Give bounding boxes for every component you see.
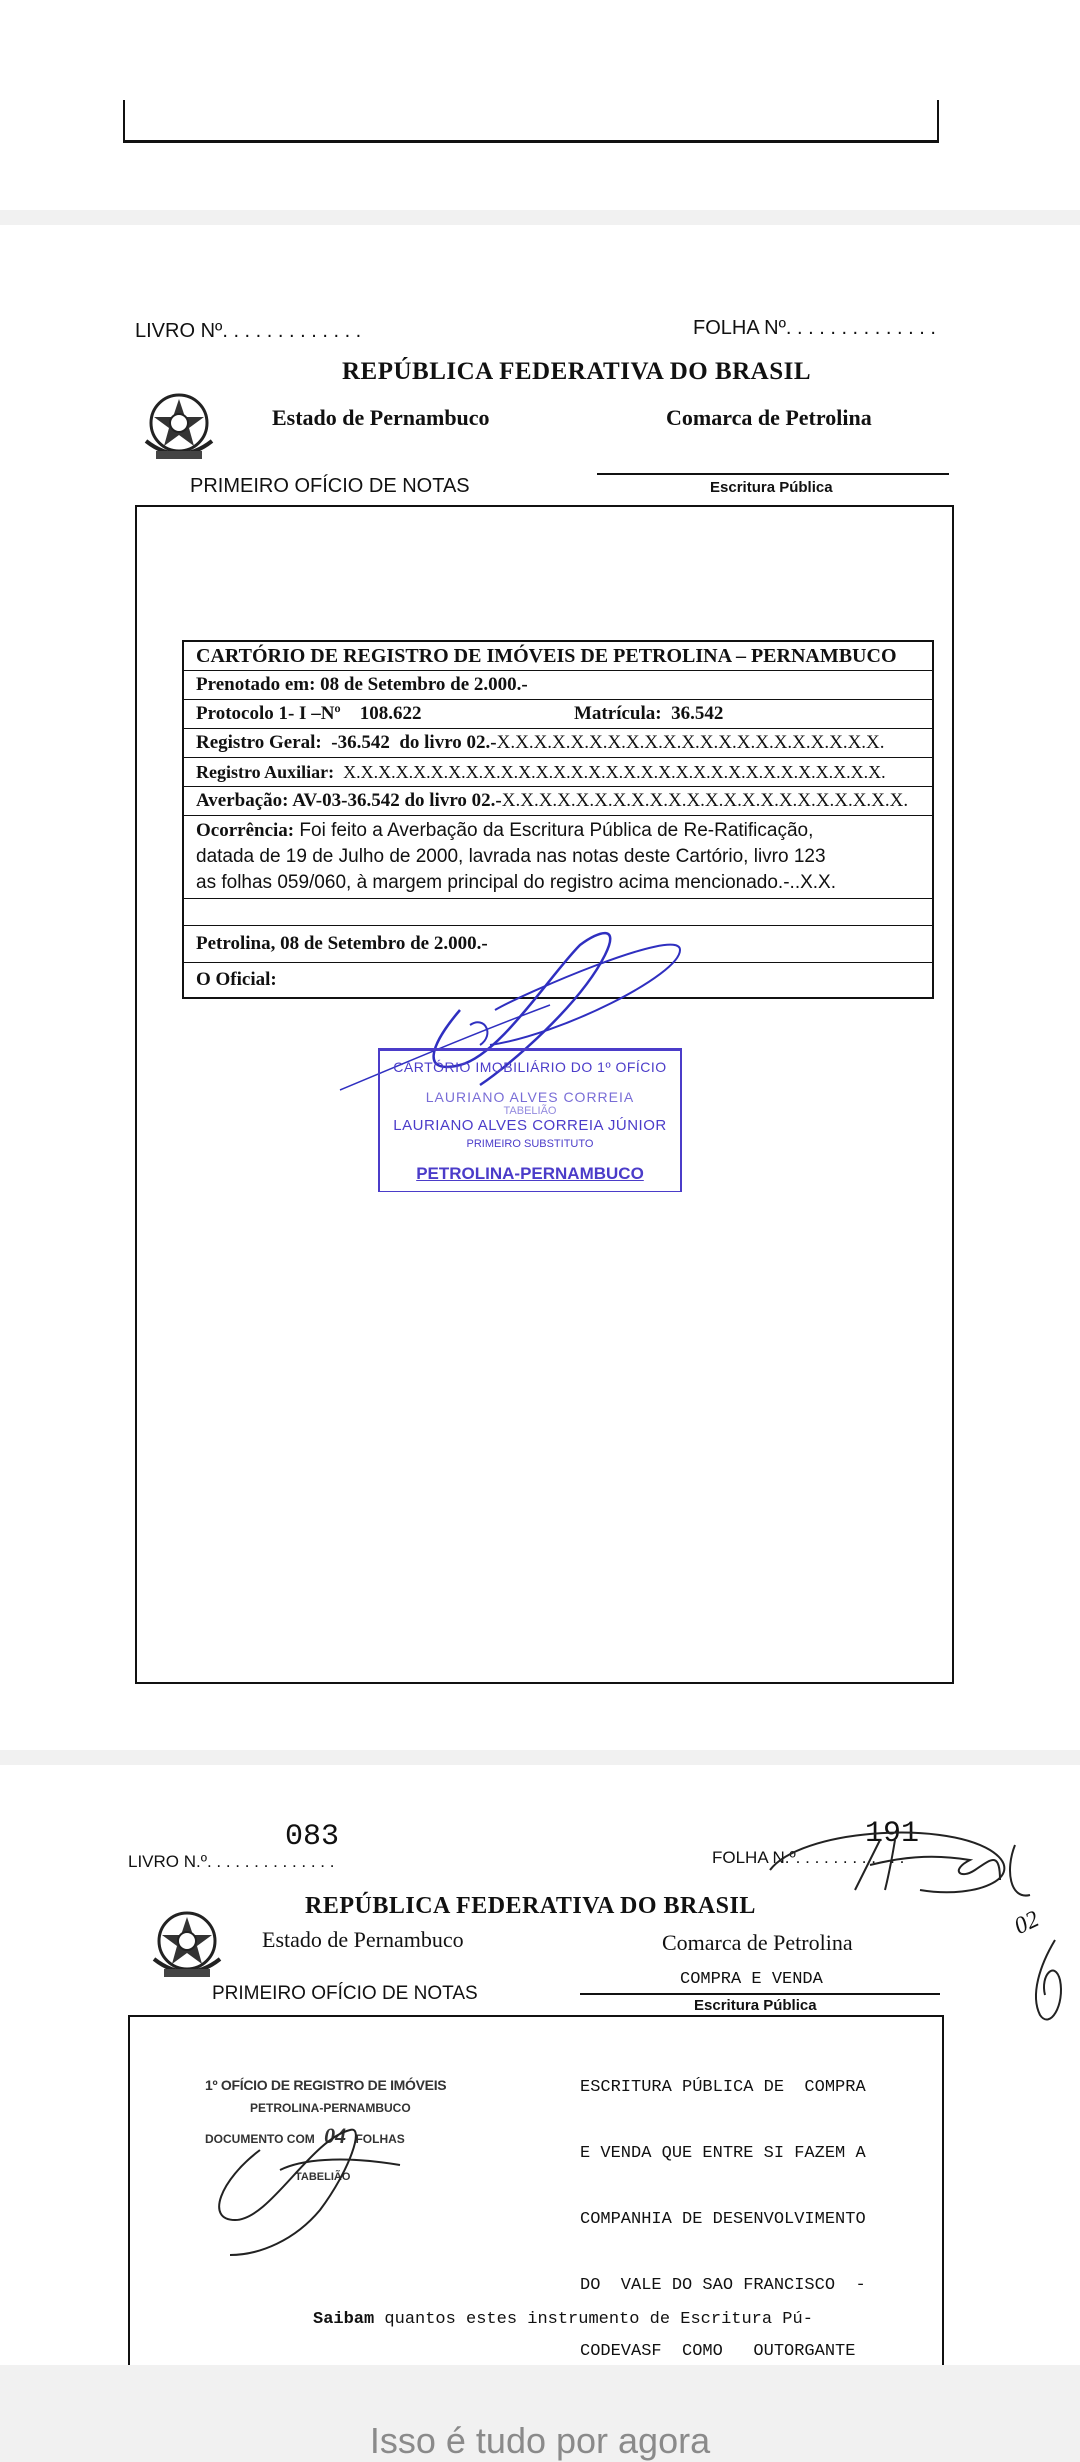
folha-number: 191 [865, 1817, 920, 1851]
escritura-rule [580, 1993, 940, 1995]
estado-label: Estado de Pernambuco [262, 1927, 464, 1952]
averbacao-row: Averbação: AV-03-36.542 do livro 02.-X.X.X.X.X.X.X.X.X.X.X.X.X.X.X.X.X.X.X.X.X.X. [184, 787, 932, 816]
estado-label: Estado de Pernambuco [272, 405, 490, 430]
prenotado-line: Prenotado em: 08 de Setembro de 2.000.- [184, 671, 932, 700]
margin-signature-icon [1020, 1935, 1075, 2045]
oficio-label: PRIMEIRO OFÍCIO DE NOTAS [190, 475, 470, 497]
document-page-3 [0, 1765, 1080, 2365]
oficio-label: PRIMEIRO OFÍCIO DE NOTAS [212, 1983, 478, 2004]
registry-title: CARTÓRIO DE REGISTRO DE IMÓVEIS DE PETROLINA – PERNAMBUCO [184, 642, 932, 671]
oficial-line: O Oficial: [196, 969, 277, 990]
livro-number: 083 [285, 1820, 340, 1854]
livro-label: LIVRO N.º. . . . . . . . . . . . . . [128, 1852, 335, 1871]
escritura-label: Escritura Pública [710, 479, 833, 496]
document-page-1 [0, 0, 1080, 210]
tipo-escritura: COMPRA E VENDA [680, 1970, 823, 1989]
registry-stamp: 1º OFÍCIO DE REGISTRO DE IMÓVEIS PETROLINA-PERNAMBUCO DOCUMENTO COM 04 FOLHAS TABELIÃO [205, 2077, 447, 2183]
local-data-line: Petrolina, 08 de Setembro de 2.000.- [184, 926, 932, 963]
page-frame-bottom [123, 100, 939, 143]
brazil-coat-of-arms-icon [146, 1903, 228, 1985]
comarca-label: Comarca de Petrolina [666, 405, 872, 430]
matricula-text: Matrícula: 36.542 [574, 703, 724, 724]
republica-title: REPÚBLICA FEDERATIVA DO BRASIL [305, 1893, 756, 1919]
tabeliao-signature-icon [200, 2110, 410, 2260]
escritura-summary: ESCRITURA PÚBLICA DE COMPRA E VENDA QUE ENTRE SI FAZEM A COMPANHIA DE DESENVOLVIMENTO DO VALE DO SAO FRANCISCO - CODEVASF COMO OUTORGANTE [580, 2078, 866, 2361]
folha-label: FOLHA Nº. . . . . . . . . . . . . . [693, 317, 936, 339]
registro-auxiliar-row: Registro Auxiliar: X.X.X.X.X.X.X.X.X.X.X.X.X.X.X.X.X.X.X.X.X.X.X.X.X.X.X.X.X.X.X. [184, 758, 932, 787]
end-of-content-note: Isso é tudo por agora [369, 2420, 711, 2461]
brazil-coat-of-arms-icon [138, 385, 220, 467]
comarca-label: Comarca de Petrolina [662, 1930, 853, 1955]
republica-title: REPÚBLICA FEDERATIVA DO BRASIL [342, 358, 812, 385]
registro-geral-row: Registro Geral: -36.542 do livro 02.-X.X.X.X.X.X.X.X.X.X.X.X.X.X.X.X.X.X.X.X.X. [184, 729, 932, 758]
document-page-2 [0, 225, 1080, 1750]
folha-label: FOLHA N.º. . . . . . . . . . . . [712, 1848, 905, 1867]
livro-label: LIVRO Nº. . . . . . . . . . . . . [135, 320, 362, 342]
registry-stamp: CARTÓRIO IMOBILIÁRIO DO 1º OFÍCIO LAURIANO ALVES CORREIA TABELIÃO LAURIANO ALVES CORREIA JÚNIOR PRIMEIRO SUBSTITUTO PETROLINA-PERNAMBUCO [378, 1048, 682, 1192]
escritura-body: Saibam quantos estes instrumento de Escritura Pú- [313, 2310, 813, 2329]
escritura-rule [597, 473, 949, 475]
margin-note: 02 [1010, 1906, 1044, 1940]
protocolo-text: Protocolo 1- I –Nº 108.622 [196, 703, 422, 724]
ocorrencia-row: Ocorrência: Foi feito a Averbação da Escritura Pública de Re-Ratificação, datada de 19 de Julho de 2000, lavrada nas notas deste Cartório, livro 123 as folhas 059/060, à margem principal do registro acima mencionado.-..X.X. [184, 816, 932, 899]
protocolo-row [184, 700, 932, 729]
escritura-label: Escritura Pública [694, 1997, 817, 2014]
